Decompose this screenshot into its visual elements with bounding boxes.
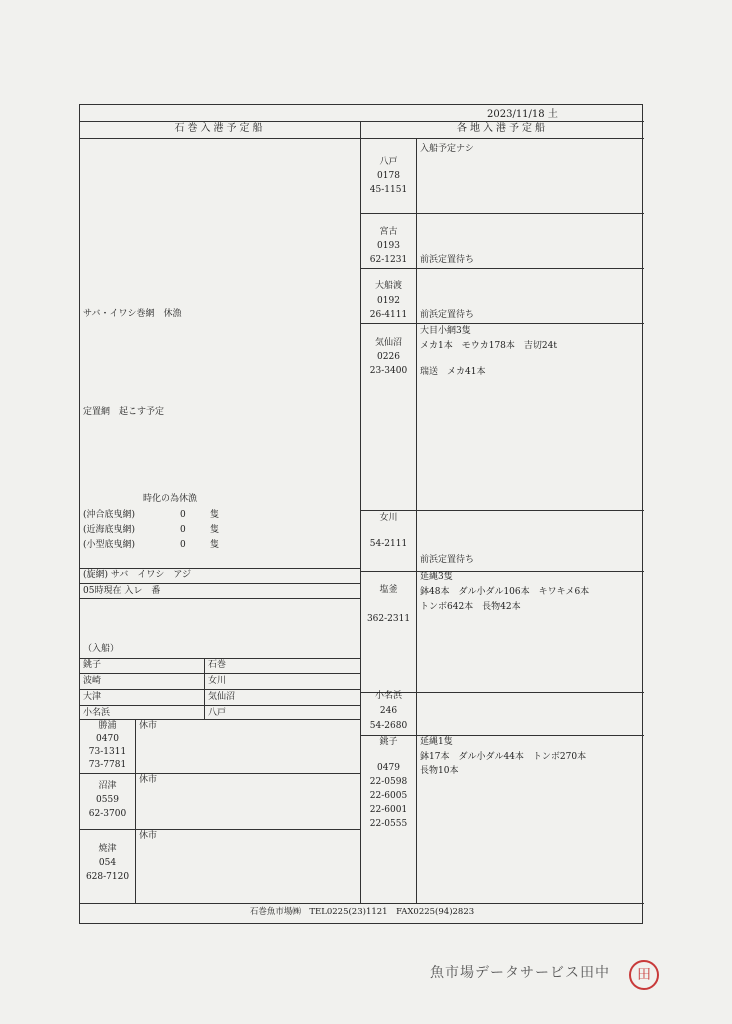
trawl-unit: 隻 bbox=[210, 510, 220, 520]
trawl-count: 0 bbox=[180, 510, 186, 520]
port-phone: 22-6001 bbox=[369, 805, 408, 815]
report-date: 2023/11/18 土 bbox=[487, 109, 558, 120]
seal-stamp: 田 bbox=[629, 960, 659, 990]
market-status: 休市 bbox=[139, 831, 158, 841]
trawl-name: (沖合底曳網) bbox=[83, 510, 136, 520]
port-name: 大船渡 bbox=[374, 281, 402, 291]
trawl-unit: 隻 bbox=[210, 540, 220, 550]
port-name: 八戸 bbox=[379, 157, 398, 167]
port-note: 前浜定置待ち bbox=[420, 310, 475, 320]
port-name: 気仙沼 bbox=[374, 338, 402, 348]
catch-line: 大目小網3隻 bbox=[420, 326, 471, 336]
port-phone: 0178 bbox=[377, 171, 400, 181]
market-phone: 0470 bbox=[96, 734, 119, 744]
port-name: 塩釜 bbox=[379, 585, 398, 595]
trawl-name: (小型底曳網) bbox=[83, 540, 136, 550]
port-cell: 八戸 bbox=[208, 708, 227, 718]
catch-line: トンボ642本 長物42本 bbox=[420, 602, 521, 612]
market-status: 休市 bbox=[139, 721, 158, 731]
trawl-count: 0 bbox=[180, 540, 186, 550]
port-phone: 0226 bbox=[377, 352, 400, 362]
footer-contact: 石巻魚市場㈱ TEL0225(23)1121 FAX0225(94)2823 bbox=[249, 907, 475, 917]
note-set-net: 定置網 起こす予定 bbox=[83, 407, 165, 417]
signature: 魚市場データサービス田中 bbox=[430, 965, 610, 981]
weather-title: 時化の為休漁 bbox=[143, 494, 198, 504]
catch-line: 長物10本 bbox=[420, 766, 459, 776]
right-title: 各地入港予定船 bbox=[457, 123, 548, 134]
report-sheet bbox=[79, 104, 643, 924]
port-note: 前浜定置待ち bbox=[420, 555, 475, 565]
port-phone: 22-0598 bbox=[369, 777, 408, 787]
market-phone: 628-7120 bbox=[85, 872, 130, 882]
catch-line: 瑞送 メカ41本 bbox=[420, 367, 486, 377]
market-phone: 73-7781 bbox=[88, 760, 127, 770]
port-note: 入船予定ナシ bbox=[420, 144, 474, 154]
market-name: 焼津 bbox=[98, 844, 117, 854]
port-phone: 54-2111 bbox=[369, 539, 408, 549]
port-phone: 62-1231 bbox=[369, 255, 408, 265]
port-name: 小名浜 bbox=[374, 691, 402, 701]
port-name: 銚子 bbox=[379, 737, 398, 747]
market-name: 勝浦 bbox=[98, 721, 117, 731]
port-phone: 362-2311 bbox=[366, 614, 411, 624]
arrival-label: （入船） bbox=[83, 644, 120, 654]
port-name: 女川 bbox=[379, 513, 398, 523]
catch-line: 延縄1隻 bbox=[420, 737, 453, 747]
port-cell: 石巻 bbox=[208, 660, 227, 670]
port-cell: 大津 bbox=[83, 692, 102, 702]
port-phone: 0192 bbox=[377, 296, 400, 306]
catch-line: 延縄3隻 bbox=[420, 572, 453, 582]
market-phone: 054 bbox=[98, 858, 117, 868]
left-title: 石巻入港予定船 bbox=[174, 123, 266, 134]
note-purse-seine: サバ・イワシ巻網 休漁 bbox=[83, 309, 182, 319]
port-phone: 22-0555 bbox=[369, 819, 408, 829]
port-phone: 22-6005 bbox=[369, 791, 408, 801]
catch-line: 鉢17本 ダル小ダル44本 トンボ270本 bbox=[420, 752, 587, 762]
port-cell: 波崎 bbox=[83, 676, 102, 686]
port-cell: 気仙沼 bbox=[208, 692, 236, 702]
port-name: 宮古 bbox=[379, 227, 398, 237]
port-phone: 54-2680 bbox=[369, 721, 408, 731]
market-phone: 0559 bbox=[96, 795, 119, 805]
market-status: 休市 bbox=[139, 775, 158, 785]
port-phone: 0479 bbox=[377, 763, 400, 773]
port-note: 前浜定置待ち bbox=[420, 255, 475, 265]
port-phone: 26-4111 bbox=[369, 310, 408, 320]
arrival-time: 05時現在 入レ 番 bbox=[83, 586, 161, 596]
trawl-name: (近海底曳網) bbox=[83, 525, 136, 535]
market-phone: 73-1311 bbox=[88, 747, 127, 757]
port-cell: 小名浜 bbox=[83, 708, 111, 718]
port-phone: 0193 bbox=[377, 241, 400, 251]
port-cell: 女川 bbox=[208, 676, 227, 686]
market-name: 沼津 bbox=[98, 781, 117, 791]
port-phone: 45-1151 bbox=[369, 185, 408, 195]
catch-line: メカ1本 モウカ178本 吉切24t bbox=[420, 341, 557, 351]
market-phone: 62-3700 bbox=[88, 809, 127, 819]
port-phone: 246 bbox=[379, 706, 398, 716]
trawl-unit: 隻 bbox=[210, 525, 220, 535]
catch-line: 鉢48本 ダル小ダル106本 キワキメ6本 bbox=[420, 587, 590, 597]
trawl-count: 0 bbox=[180, 525, 186, 535]
port-phone: 23-3400 bbox=[369, 366, 408, 376]
port-cell: 銚子 bbox=[83, 660, 102, 670]
purse-seine-species: (旋網) サバ イワシ アジ bbox=[83, 570, 191, 580]
